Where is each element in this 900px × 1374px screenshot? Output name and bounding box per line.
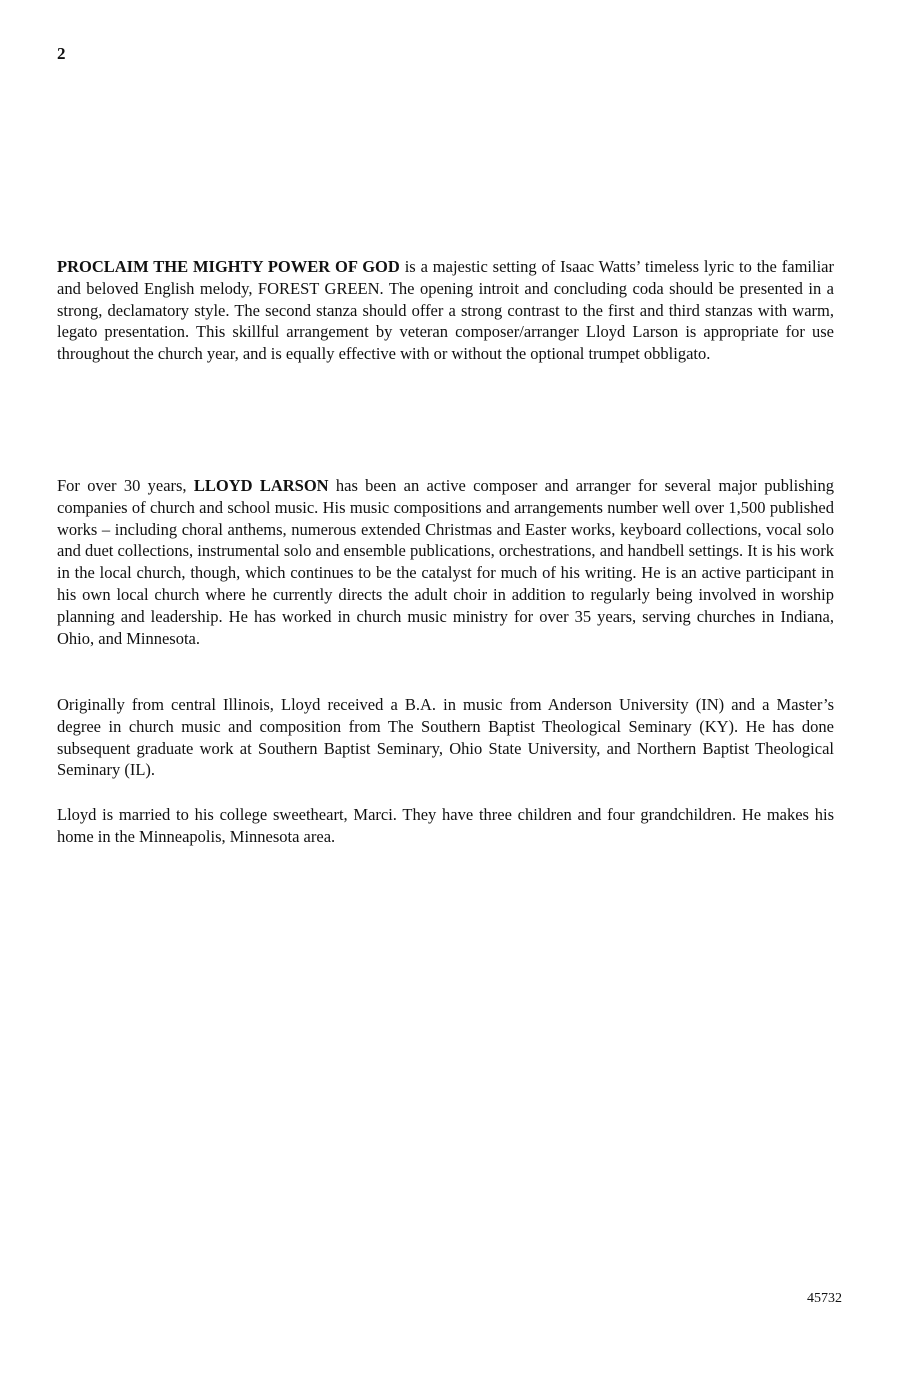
composer-name: LLOYD LARSON xyxy=(193,476,329,495)
bio-lead-text: For over 30 years, xyxy=(57,476,194,495)
bio-paragraph-1-text: has been an active composer and arranger for several major publishing companies of church and school music. His music compositions and arrangements number well over 1,500 published works – including choral anthems, numerous extended Christmas and Easter works, keyboard collections, vocal solo and duet collections, instrumental solo and ensemble publications, orchestrations, and handbell settings. It is his work in the local church, though, which continues to be the catalyst for much of his writing. He is an active participant in his own local church where he currently directs the adult choir in addition to regularly being involved in worship planning and leadership. He has worked in church music ministry for over 35 years, serving churches in Indiana, Ohio, and Minnesota. xyxy=(57,476,834,648)
bio-paragraph-3: Lloyd is married to his college sweetheart, Marci. They have three children and four grandchildren. He makes his home in the Minneapolis, Minnesota area. xyxy=(57,805,834,846)
catalog-number: 45732 xyxy=(807,1291,842,1306)
bio-paragraph-2: Originally from central Illinois, Lloyd received a B.A. in music from Anderson University (IN) and a Master’s degree in church music and composition from The Southern Baptist Theological Seminary (KY). He has done subsequent graduate work at Southern Baptist Seminary, Ohio State University, and Northern Baptist Theological Seminary (IL). xyxy=(57,695,834,780)
intro-text: is a majestic setting of Isaac Watts’ timeless lyric to the familiar and beloved English melody, FOREST GREEN. The opening introit and concluding coda should be presented in a strong, declamatory style. The second stanza should offer a strong contrast to the first and third stanzas with warm, legato presentation. This skillful arrangement by veteran composer/arranger Lloyd Larson is appropriate for use throughout the church year, and is equally effective with or without the optional trumpet obbligato. xyxy=(57,257,834,364)
bio-paragraph-1 xyxy=(57,475,834,649)
intro-paragraph xyxy=(57,256,834,365)
page-number: 2 xyxy=(57,44,66,63)
anthem-title: PROCLAIM THE MIGHTY POWER OF GOD xyxy=(57,257,400,276)
